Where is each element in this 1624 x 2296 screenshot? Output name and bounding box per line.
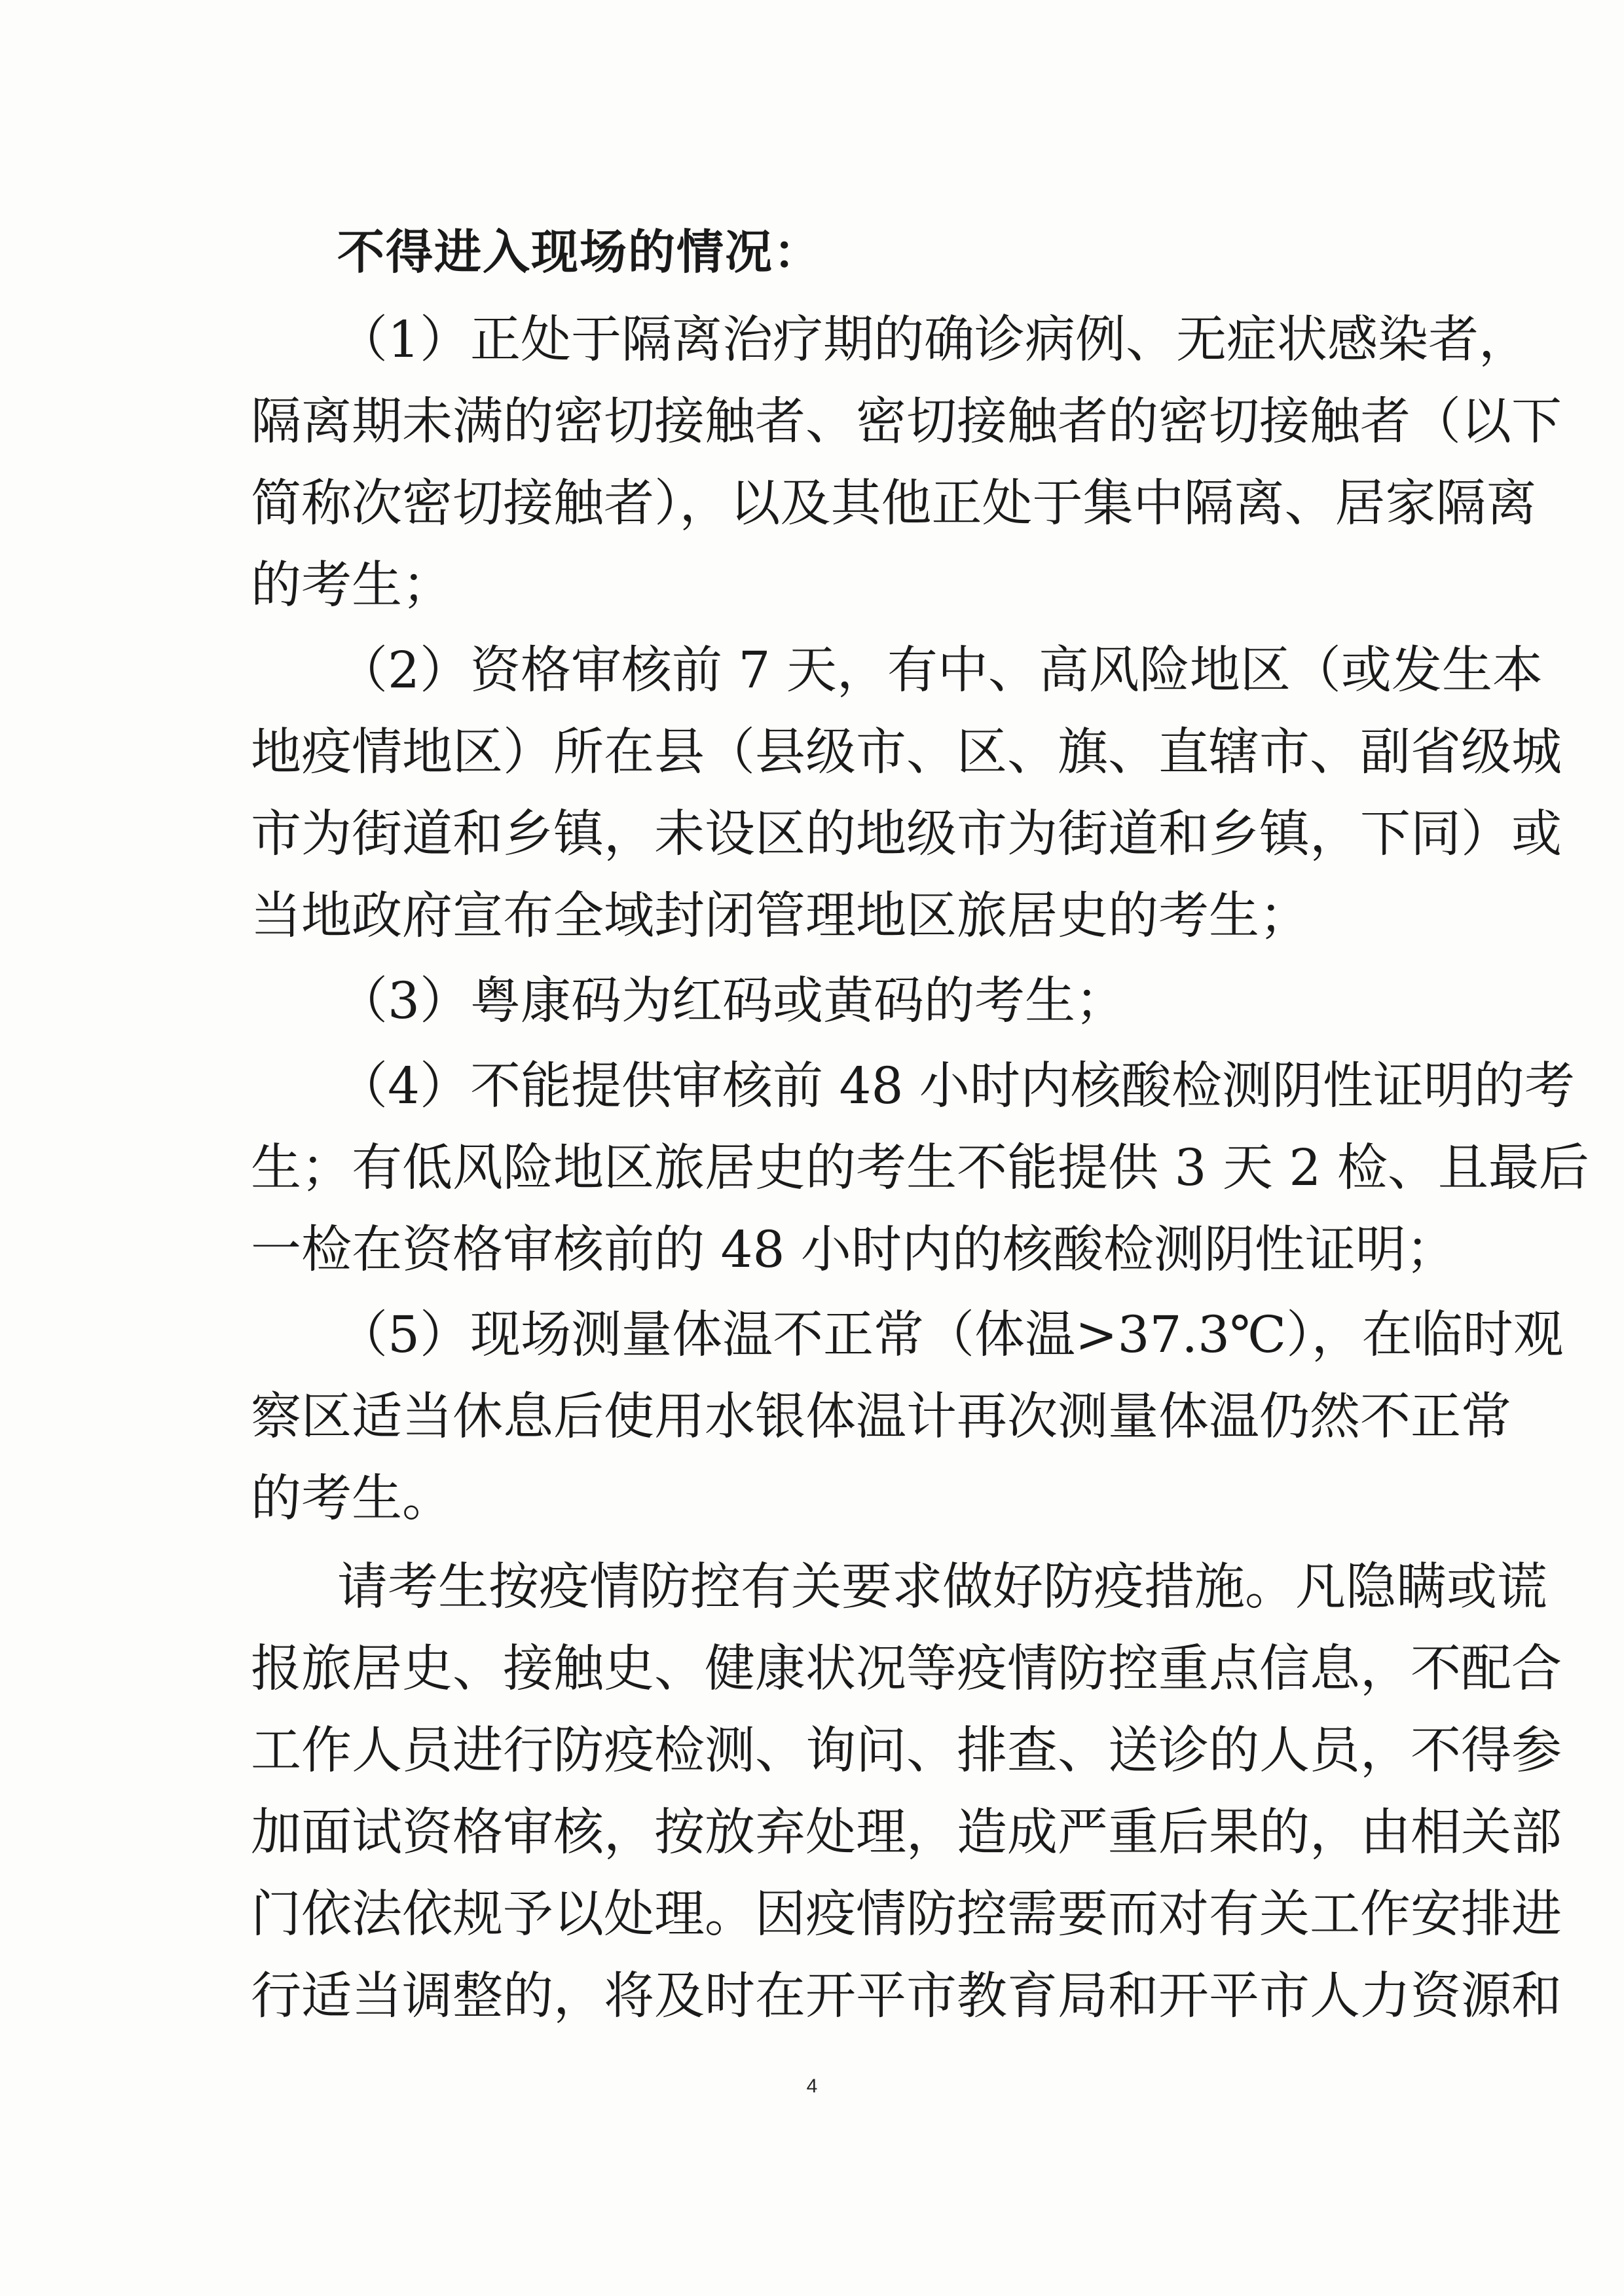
text-line: 加面试资格审核，按放弃处理，造成严重后果的，由相关部 [251,1804,1562,1862]
text-line: 行适当调整的，将及时在开平市教育局和开平市人力资源和 [251,1967,1562,2026]
text-line: 请考生按疫情防控有关要求做好防疫措施。凡隐瞒或谎 [337,1558,1547,1616]
text-line: （4）不能提供审核前 48 小时内核酸检测阴性证明的考 [337,1057,1575,1116]
text-line: 的考生； [251,556,452,615]
text-line: 察区适当休息后使用水银体温计再次测量体温仍然不正常 [251,1388,1511,1446]
text-line: （2）资格审核前 7 天，有中、高风险地区（或发生本 [337,642,1543,700]
text-line: 一检在资格审核前的 48 小时内的核酸检测阴性证明； [251,1221,1456,1279]
section-heading: 不得进入现场的情况： [337,225,822,280]
text-line: 生；有低风险地区旅居史的考生不能提供 3 天 2 检、且最后 [251,1139,1589,1197]
text-line: 工作人员进行防疫检测、询问、排查、送诊的人员，不得参 [251,1722,1562,1780]
text-line: 当地政府宣布全域封闭管理地区旅居史的考生； [251,887,1310,945]
text-line: （1）正处于隔离治疗期的确诊病例、无症状感染者， [337,311,1529,369]
text-line: 门依法依规予以处理。因疫情防控需要而对有关工作安排进 [251,1886,1562,1944]
text-line: 隔离期未满的密切接触者、密切接触者的密切接触者（以下 [251,393,1562,451]
text-line: 的考生。 [251,1470,452,1528]
text-line: 简称次密切接触者），以及其他正处于集中隔离、居家隔离 [251,475,1537,533]
text-line: 市为街道和乡镇，未设区的地级市为街道和乡镇，下同）或 [251,805,1562,864]
page-number: 4 [806,2075,818,2097]
text-line: （5）现场测量体温不正常（体温>37.3℃），在临时观 [337,1306,1564,1364]
text-line: 报旅居史、接触史、健康状况等疫情防控重点信息，不配合 [251,1640,1562,1698]
text-line: 地疫情地区）所在县（县级市、区、旗、直辖市、副省级城 [251,723,1562,782]
text-line: （3）粤康码为红码或黄码的考生； [337,972,1126,1030]
